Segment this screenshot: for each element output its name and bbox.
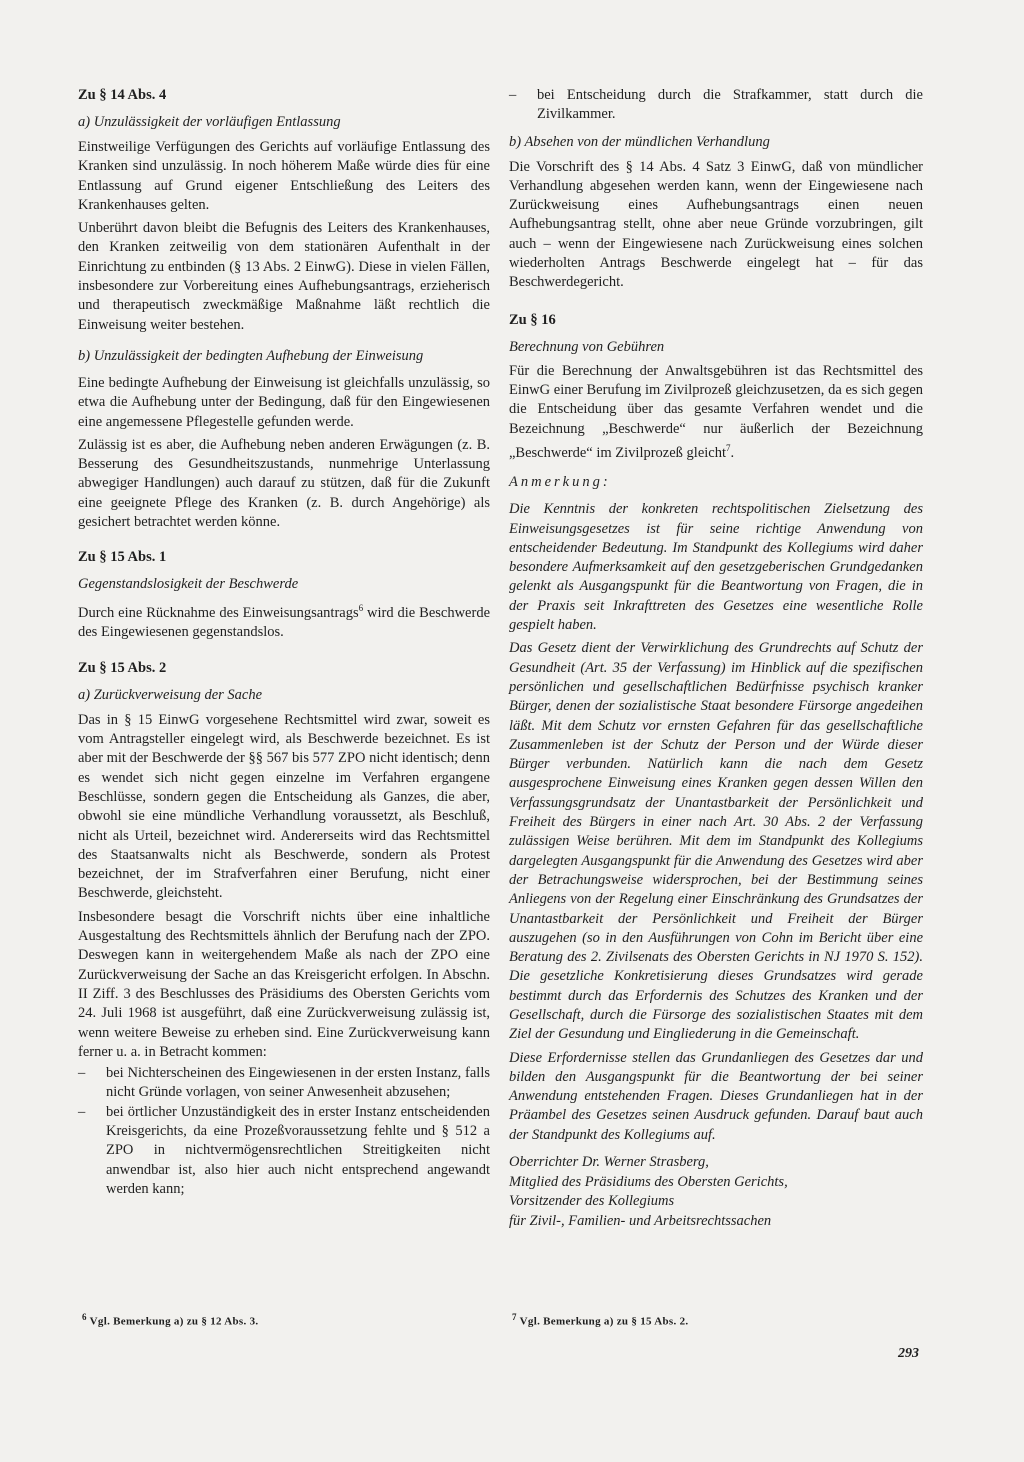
signature-line: für Zivil-, Familien- und Arbeitsrechtssachen (509, 1212, 772, 1229)
footnote-text: Vgl. Bemerkung a) zu § 12 Abs. 3. (86, 1315, 259, 1328)
subsection-heading: b) Absehen von der mündlichen Verhandlung (509, 133, 770, 150)
list-item (509, 86, 923, 125)
signature-name: Oberrichter Dr. Werner Strasberg, (509, 1154, 709, 1171)
paragraph-text: . (730, 444, 735, 461)
signature-line: Mitglied des Präsidiums des Obersten Gerichts, (509, 1173, 788, 1190)
paragraph: Eine bedingte Aufhebung der Einweisung ist gleichfalls unzulässig, so etwa die Aufhebung unter der Bedingung, daß für den Eingewiesenen eine angemessene Pflegestelle gefunden werde. (78, 374, 490, 430)
section-heading: Zu § 15 Abs. 2 (78, 659, 167, 676)
annotation-paragraph: Die Kenntnis der konkreten rechtspolitischen Zielsetzung des Einweisungsgesetzes ist für seine richtige Anwendung von entscheidender Bedeutung. Im Standpunkt des Kollegiums wird daher besondere Aufmerksamkeit auf den gesetzgeberischen Grundgedanken gelenkt als Ausgangspunkt für die Beantwortung von Fragen, die in der Praxis seit Inkrafttreten des Gesetzes eine wesentliche Rolle gespielt haben. (509, 501, 923, 634)
annotation-paragraph: Diese Erfordernisse stellen das Grundanliegen des Gesetzes dar und bilden den Ausgangspunkt für die Beantwortung der bei seiner Anwendung entstehenden Fragen. Dieses Grundanliegen hat in der Präambel des Gesetzes seinen Ausdruck gefunden. Darauf baut auch der Standpunkt des Kollegiums auf. (509, 1049, 923, 1143)
paragraph: Die Vorschrift des § 14 Abs. 4 Satz 3 EinwG, daß von mündlicher Verhandlung abgesehen werden kann, wenn der Eingewiesene nach Zurückweisung eines Aufhebungsantrags einen neuen Aufhebungsantrag stellt, ohne aber neue Gründe vorzubringen, gilt auch – wenn der Eingewiesene nach Zurückweisung eines solchen wiederholten Antrags Beschwerde eingelegt hat – für das Beschwerdegericht. (509, 158, 923, 291)
paragraph-text: Durch eine Rücknahme des Einweisungsantrags (78, 605, 359, 622)
footnote-mark: 7 (512, 1312, 517, 1322)
subsection-heading: Berechnung von Gebühren (509, 338, 665, 355)
paragraph: Zulässig ist es aber, die Aufhebung neben anderen Erwägungen (z. B. Besserung des Gesundheitszustands, nunmehrige Unterlassung abwegiger Handlungen) auch darauf zu stützen, daß für die Zukunft eine geeignete Pflege des Kranken (z. B. durch Angehörige) als gesichert betrachtet werden könne. (78, 436, 490, 531)
paragraph: Unberührt davon bleibt die Befugnis des Leiters des Krankenhauses, den Kranken zeitweilig von dem stationären Aufenthalt in der Einrichtung zu entbinden (§ 13 Abs. 2 EinwG). Diese in vielen Fällen, insbesondere zur Vorbereitung eines Aufhebungsantrags, erzieherisch und therapeutisch zweckmäßige Maßnahme läßt rechtlich die Einweisung weiter bestehen. (78, 220, 490, 333)
paragraph-text: wird die Beschwerde des Eingewiesenen gegenstandslos. (78, 605, 490, 641)
section-heading: Zu § 15 Abs. 1 (78, 549, 167, 566)
footnote-ref: 6 (358, 603, 364, 614)
annotation-heading: Anmerkung: (509, 473, 611, 490)
paragraph (509, 362, 923, 463)
list-item-text: bei örtlicher Unzuständigkeit des in erster Instanz entscheidenden Kreisgerichts, da eine Prozeßvoraussetzung fehlte und § 512 a ZPO in nichtvermögensrechtlichen Streitigkeiten nicht anwendbar ist, also hier auch nicht entsprechend angewandt werden kann; (106, 1103, 490, 1197)
list-item (78, 1103, 490, 1199)
dash-marker: – (78, 1065, 86, 1082)
footnote (512, 1312, 688, 1328)
list-item-text: bei Entscheidung durch die Strafkammer, statt durch die Zivilkammer. (537, 87, 923, 123)
subsection-heading: Gegenstandslosigkeit der Beschwerde (78, 576, 299, 593)
dash-marker: – (78, 1103, 86, 1120)
paragraph-text: Für die Berechnung der Anwaltsgebühren ist das Rechtsmittel des EinwG einer Berufung im Zivilprozeß gleichzusetzen, da es sich gegen die Entscheidung über das gesamte Verfahren wendet und die Bezeichnung „Beschwerde“ nur äußerlich der Bezeichnung „Beschwerde“ im Zivilprozeß gleicht (509, 362, 923, 461)
paragraph: Insbesondere besagt die Vorschrift nichts über eine inhaltliche Ausgestaltung des Rechtsmittels ähnlich der Berufung nach der ZPO. Deswegen kann in weitergehendem Maße als nach der ZPO eine Zurückverweisung der Sache an das Kreisgericht erfolgen. In Abschn. II Ziff. 3 des Beschlusses des Präsidiums des Obersten Gerichts vom 24. Juli 1968 ist ausgeführt, daß eine Zurückverweisung zulässig ist, wenn weitere Beweise zu erheben sind. Eine Zurückverweisung kann ferner u. a. in Betracht kommen: (78, 908, 490, 1060)
list-item-text: bei Nichterscheinen des Eingewiesenen in der ersten Instanz, falls nicht Gründe vorlagen, von seiner Anwesenheit abzusehen; (106, 1065, 490, 1101)
signature-line: Vorsitzender des Kollegiums (509, 1193, 675, 1210)
footnote (82, 1312, 258, 1328)
subsection-heading: b) Unzulässigkeit der bedingten Aufhebung der Einweisung (78, 347, 424, 364)
footnote-text: Vgl. Bemerkung a) zu § 15 Abs. 2. (516, 1315, 689, 1328)
left-column (78, 86, 490, 1199)
paragraph: Einstweilige Verfügungen des Gerichts auf vorläufige Entlassung des Kranken sind unzulässig. In noch höherem Maße würde dies für eine Entlassung auf Grund eigener Entschließung des Leiters des Krankenhauses gelten. (78, 139, 490, 213)
footnote-ref: 7 (726, 442, 731, 453)
subsection-heading: a) Zurückverweisung der Sache (78, 686, 263, 703)
paragraph: Das in § 15 EinwG vorgesehene Rechtsmittel wird zwar, soweit es vom Antragsteller eingelegt wird, als Beschwerde bezeichnet. Es ist aber mit der Beschwerde der §§ 567 bis 577 ZPO nicht identisch; denn es wendet sich nicht gegen einzelne im Verfahren ergangene Beschlüsse, sondern gegen die Entscheidung als Ganzes, die aber, obwohl sie eine mündliche Verhandlung voraussetzt, als Beschluß, nicht als Urteil, bezeichnet wird. Andererseits wird das Rechtsmittel des Staatsanwalts nicht als Beschwerde, sondern als Protest bezeichnet, der im Strafverfahren einer Berufung, nicht einer Beschwerde, gleichsteht. (78, 711, 490, 902)
page-number: 293 (898, 1346, 919, 1361)
dash-marker: – (509, 87, 517, 103)
paragraph (78, 599, 490, 642)
annotation-paragraph: Das Gesetz dient der Verwirklichung des Grundrechts auf Schutz der Gesundheit (Art. 35 der Verfassung) im Hinblick auf die spezifischen persönlichen und gesellschaftlichen Bedürfnisse psychisch kranker Bürger, denen der sozialistische Staat besondere Fürsorge angedeihen läßt. Mit dem Schutz vor ernsten Gefahren für das gesellschaftliche Zusammenleben ist der Schutz der Person und der Würde dieser Bürger verbunden. Natürlich kann die nach dem Gesetz ausgesprochene Einweisung eines Kranken gegen dessen Willen den Verfassungsgrundsatz der Unantastbarkeit der Persönlichkeit und Freiheit des Bürgers in einer nach Art. 30 Abs. 2 der Verfassung zulässigen Weise berühren. Mit dem im Standpunkt des Kollegiums dargelegten Ausgangspunkt für die Anwendung des Gesetzes wird aber der Betrachungsweise widersprochen, bei der Bestimmung seines Anliegens von der Regelung einer Einschränkung des Grundsatzes der Unantastbarkeit der Persönlichkeit und Freiheit der Bürger auszugehen (so in den Ausführungen von Cohn im Bericht über eine Beratung des 2. Zivilsenats des Obersten Gerichts in NJ 1970 S. 152). Die gesetzliche Konkretisierung dieses Grundsatzes wird gerade bestimmt durch das Erfordernis des Schutzes des Kranken und der Gesellschaft, durch die Fürsorge des sozialistischen Staates mit dem Ziel der Gesundung und Eingliederung in die Gemeinschaft. (509, 640, 923, 1043)
list-item (78, 1064, 490, 1103)
subsection-heading: a) Unzulässigkeit der vorläufigen Entlassung (78, 114, 341, 130)
section-heading: Zu § 14 Abs. 4 (78, 87, 167, 103)
right-column (509, 86, 923, 1231)
footnote-mark: 6 (82, 1312, 87, 1322)
section-heading: Zu § 16 (509, 311, 556, 328)
